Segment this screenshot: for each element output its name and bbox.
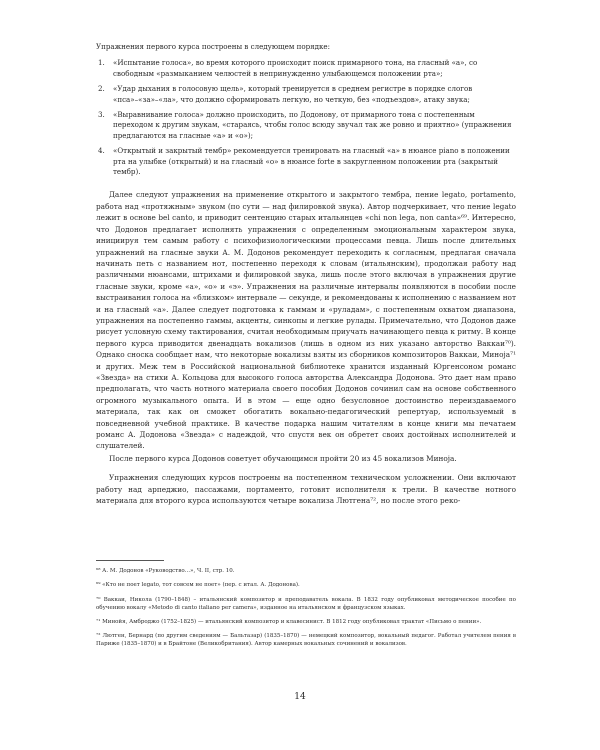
list-item-text: «Удар дыхания в голосовую щель», который тренируется в среднем регистре в порядке слогов «пса»–«за»–«ла», что должно сформировать легкую, но четкую, без «подъездов», атаку звука;: [113, 84, 473, 104]
footnote: ⁶⁹ «Кто не поет legato, тот совсем не поет» (пер. с итал. А. Додонова).: [96, 582, 300, 589]
body-paragraph: После первого курса Додонов советует обучающимся пройти 20 из 45 вокализов Миноја.: [109, 453, 457, 463]
list-item: [96, 110, 516, 141]
list-intro: Упражнения первого курса построены в следующем порядке:: [96, 42, 330, 51]
list-item: [96, 58, 516, 79]
footnote: ⁷¹ Минойя, Амброджо (1752–1825) — итальянский композитор и клавесинист. В 1812 году опубликовал трактат «Письмо о пении».: [96, 619, 482, 626]
list-item-text: «Открытый и закрытый тембр» рекомендуется тренировать на гласный «а» в нюансе piano в положении рта на улыбке (открытый) и на гласный «о» в нюансе forte в закругленном положении рта (закрытый тембр).: [113, 146, 510, 177]
footnote-divider: [96, 560, 164, 561]
body-paragraph: Упражнения следующих курсов построены на постепенном техническом усложнении. Они включают работу над арпеджио, пассажами, портаменто, готовят исполнителя к трели. В качестве нотного материала для второго курса используются четыре вокализа Лютгена⁷², но после этого реко-: [96, 473, 516, 506]
body-paragraph: Далее следуют упражнения на применение открытого и закрытого тембра, пение legato, portamento, работа над «протяжным» звуком (по сути — над филировкой звука). Автор подчеркивает, что пение legato лежит в основе bel canto, и приводит сентенцию старых итальянцев «chi non lega, non canta»⁶⁹. Интересно, что Додонов предлагает исполнять упражнения с определенным эмоциональным характером звука, инициируя тем самым работу с психофизиологическими процессами певца. Лишь после длительных упражнений на гласные звуки А. М. Додонов рекомендует переходить к согласным, предлагая сначала начинать петь с названием нот, постепенно переходя к словам (итальянским), продолжая работу над различными нюансами, штрихами и филировкой звука, лишь после этого включая в упражнения другие гласные звуки, кроме «а», «о» и «э». Упражнения на различные интервалы появляются в пособии после выстраивания голоса на «близком» интервале — секунде, и рекомендованы к исполнению с названием нот и на гласный «а». Далее следует подготовка к гаммам и «руладам», с постепенным охватом диапазона, упражнения на постепенно гаммы, акценты, синкопы и легкие рулады. Примечательно, что Додонов даже рисует условную схему тактирования, считая необходимым приучать начинающего певца к ритму. В конце первого курса приводится двенадцать вокализов (лишь в одном из них указано авторство Ваккаи⁷⁰). Однако сноска сообщает нам, что некоторые вокализы взяты из сборников композиторов Ваккаи, Миноја⁷¹ и других. Меж тем в Российской национальной библиотеке хранится изданный Юргенсоном романс «Звезда» на стихи А. Кольцова для высокого голоса авторства Александра Додонова. Это дает нам право предполагать, что часть нотного материала своего пособия Додонов сочинил сам на основе собственного огромного музыкального опыта. И в этом — еще одно безусловное достоинство переиздаваемого материала, так как он сможет обогатить вокально-педагогический репертуар, используемый в повседневной учебной практике. В качестве подарка нашим читателям в конце книги мы печатаем романс А. Додонова «Звезда» с надеждой, что спустя век он обретет своих достойных исполнителей и слушателей.: [96, 190, 516, 451]
footnote: ⁷⁰ Ваккаи, Никола (1790–1848) – итальянский композитор и преподаватель вокала. В 1832 году опубликовал методическое пособие по обучению вокалу «Metodo di canto italiano per camera», изданное на итальянском и французском языках.: [96, 596, 516, 611]
list-item: [96, 146, 516, 177]
footnote: ⁶⁸ А. М. Додонов «Руководство…», Ч. II, стр. 10.: [96, 568, 235, 575]
list-item-number: 4.: [98, 146, 105, 156]
list-item-number: 1.: [98, 58, 105, 68]
page-content: [96, 42, 516, 655]
list-item-text: «Выравнивание голоса» должно происходить, по Додонову, от примарного тона с постепенным переходом к другим звукам, «стараясь, чтобы голос всюду звучал так же ровно и приятно» (упражнения предлагаются на гласные «а» и «о»);: [113, 110, 512, 140]
footnote: ⁷² Лютген, Бернард (по другим сведениям — Бальтазар) (1835–1870) — немецкий композитор, вокальный педагог. Работал учителем пения в Париже (1835–1870) и в Брайтоне (Великобритания). Автор камерных вокальных сочинений и вокализов.: [96, 633, 516, 648]
list-item-number: 2.: [98, 84, 105, 94]
list-item-number: 3.: [98, 110, 105, 120]
list-item-text: «Испытание голоса», во время которого происходит поиск примарного тона, на гласный «a», со свободным «размыканием челюстей в непринужденно улыбающемся положении рта»;: [113, 58, 478, 78]
exercise-list: [96, 58, 516, 177]
page-number: 14: [294, 692, 306, 702]
list-item: [96, 84, 516, 105]
